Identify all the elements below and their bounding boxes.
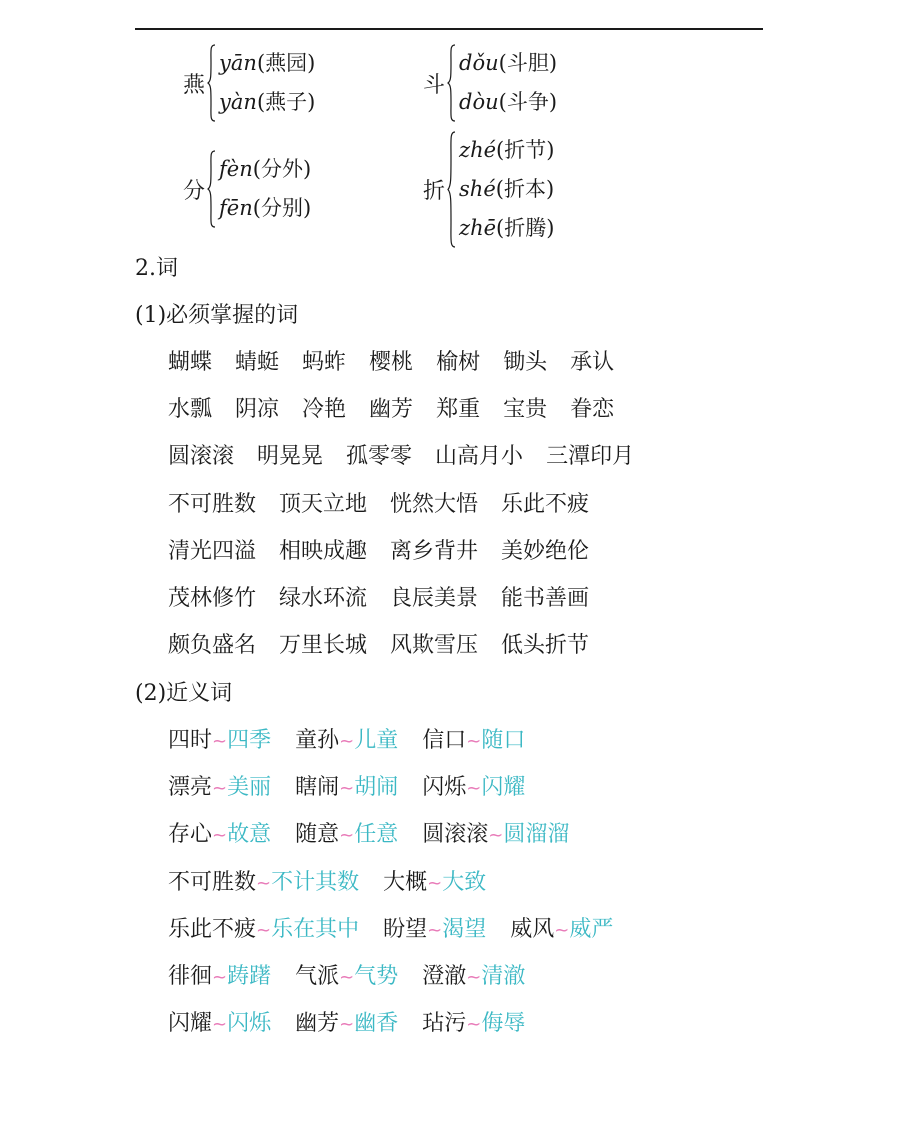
- synonym-row: [168, 726, 549, 757]
- synonym-pair: [295, 726, 398, 757]
- synonym-pair: [422, 773, 525, 804]
- synonym-row: [168, 773, 549, 804]
- synonym-pair: [383, 868, 486, 899]
- synonym-pair: [295, 1009, 398, 1040]
- source-word: 圆滚滚: [422, 822, 489, 848]
- tilde-separator: ~: [554, 919, 570, 941]
- tilde-separator: ~: [339, 825, 355, 847]
- vocab-word: 不可胜数: [168, 491, 257, 517]
- tilde-separator: ~: [466, 967, 482, 988]
- subheading-must-words: (1)必须掌握的词: [135, 303, 299, 328]
- section-heading-words: 2.词: [135, 256, 178, 281]
- vocab-word: 眷恋: [570, 397, 615, 423]
- vocab-word: 锄头: [503, 350, 548, 375]
- reading: [459, 131, 554, 170]
- source-word: 徘徊: [168, 964, 213, 989]
- word-row: [168, 442, 657, 472]
- readings: [459, 131, 554, 248]
- synonym-pair: [168, 915, 359, 946]
- synonym-pair: [422, 1009, 525, 1040]
- vocab-word: 明晃晃: [257, 444, 324, 470]
- source-word: 幽芳: [295, 1011, 340, 1037]
- tilde-separator: ~: [339, 1014, 355, 1036]
- source-word: 威风: [510, 916, 555, 942]
- vocab-word: 美妙绝伦: [501, 538, 590, 564]
- vocab-word: 承认: [570, 350, 615, 375]
- synonym-pair: [168, 726, 271, 757]
- brace-icon: [447, 44, 456, 122]
- reading: [459, 170, 554, 209]
- polyphone-char: 燕: [183, 72, 206, 98]
- polyphone-zhe: [423, 131, 554, 248]
- synonym-word: 闪耀: [481, 775, 526, 801]
- vocab-word: 幽芳: [369, 397, 414, 423]
- source-word: 大概: [383, 869, 428, 895]
- vocab-word: 郑重: [436, 397, 481, 423]
- tilde-separator: ~: [466, 731, 482, 752]
- source-word: 闪耀: [168, 1011, 213, 1037]
- synonym-pair: [295, 962, 398, 993]
- word-row: [168, 584, 612, 614]
- reading: [219, 44, 315, 83]
- synonym-pair: [168, 1009, 271, 1040]
- synonym-pair: [295, 773, 398, 804]
- synonym-word: 大致: [442, 869, 487, 895]
- example-word: (折节): [496, 138, 555, 162]
- source-word: 不可胜数: [168, 869, 257, 895]
- synonym-pair: [168, 820, 271, 851]
- synonym-pair: [510, 915, 613, 946]
- synonym-row: [168, 1009, 549, 1040]
- vocab-word: 低头折节: [501, 633, 590, 659]
- vocab-word: 三潭印月: [546, 444, 635, 470]
- tilde-separator: ~: [256, 919, 272, 941]
- pinyin: zhé: [459, 138, 497, 162]
- vocab-word: 冷艳: [302, 397, 347, 423]
- synonym-word: 圆溜溜: [503, 822, 570, 848]
- synonym-word: 清澈: [481, 964, 526, 989]
- source-word: 信口: [422, 728, 467, 753]
- synonym-word: 美丽: [227, 775, 272, 801]
- vocab-word: 乐此不疲: [501, 491, 590, 517]
- word-row: [168, 537, 612, 567]
- synonym-word: 随口: [481, 728, 526, 753]
- tilde-separator: ~: [212, 731, 228, 752]
- reading: [459, 83, 557, 122]
- source-word: 瞎闹: [295, 775, 340, 801]
- source-word: 闪烁: [422, 775, 467, 801]
- tilde-separator: ~: [339, 731, 355, 752]
- synonym-pair: [168, 868, 359, 899]
- synonym-word: 渴望: [442, 916, 487, 942]
- example-word: (燕园): [256, 51, 316, 75]
- tilde-separator: ~: [256, 872, 272, 894]
- vocab-word: 清光四溢: [168, 538, 257, 564]
- synonym-row: [168, 820, 593, 851]
- readings: [219, 150, 311, 228]
- example-word: (折腾): [496, 216, 555, 240]
- vocab-word: 万里长城: [279, 633, 368, 659]
- synonym-pair: [168, 773, 271, 804]
- reading: [459, 209, 554, 248]
- synonym-pair: [422, 820, 569, 851]
- word-row: [168, 490, 612, 520]
- vocab-word: 樱桃: [369, 350, 414, 375]
- vocab-word: 蜻蜓: [235, 350, 280, 375]
- tilde-separator: ~: [212, 967, 228, 988]
- tilde-separator: ~: [488, 825, 504, 847]
- synonym-word: 胡闹: [354, 775, 399, 801]
- polyphone-dou: [423, 44, 557, 122]
- synonym-row: [168, 962, 549, 993]
- vocab-word: 榆树: [436, 350, 481, 375]
- polyphone-char: 分: [183, 178, 206, 204]
- pinyin: yān: [219, 51, 257, 75]
- example-word: (分别): [252, 196, 312, 220]
- vocab-word: 蚂蚱: [302, 350, 347, 375]
- polyphone-yan: [183, 44, 315, 122]
- tilde-separator: ~: [339, 967, 355, 988]
- vocab-word: 能书善画: [501, 586, 590, 611]
- synonym-word: 故意: [227, 822, 272, 848]
- vocab-word: 蝴蝶: [168, 350, 213, 375]
- vocab-word: 茂林修竹: [168, 586, 257, 611]
- vocab-word: 阴凉: [235, 397, 280, 423]
- vocab-word: 圆滚滚: [168, 444, 235, 470]
- pinyin: yàn: [219, 90, 257, 114]
- pinyin: fèn: [219, 157, 253, 181]
- tilde-separator: ~: [212, 1014, 228, 1036]
- word-row: [168, 631, 612, 661]
- vocab-word: 顶天立地: [279, 491, 368, 517]
- source-word: 盼望: [383, 916, 428, 942]
- synonym-pair: [168, 962, 271, 993]
- polyphone-char: 折: [423, 179, 446, 204]
- reading: [219, 150, 311, 189]
- synonym-word: 不计其数: [271, 869, 360, 895]
- vocab-word: 恍然大悟: [390, 491, 479, 517]
- source-word: 漂亮: [168, 775, 213, 801]
- tilde-separator: ~: [466, 1014, 482, 1036]
- vocab-word: 离乡背井: [390, 538, 479, 564]
- synonym-word: 气势: [354, 964, 399, 989]
- synonym-word: 威严: [569, 916, 614, 942]
- example-word: (斗争): [498, 90, 558, 114]
- brace-icon: [207, 150, 216, 228]
- brace-icon: [207, 44, 216, 122]
- reading: [219, 83, 315, 122]
- synonym-pair: [422, 726, 525, 757]
- brace-icon: [447, 131, 456, 248]
- synonym-pair: [422, 962, 525, 993]
- tilde-separator: ~: [427, 919, 443, 941]
- polyphone-fen: [183, 150, 311, 228]
- pinyin: dǒu: [459, 51, 499, 75]
- vocab-word: 风欺雪压: [390, 633, 479, 659]
- vocab-word: 水瓢: [168, 397, 213, 423]
- vocab-word: 良辰美景: [390, 586, 479, 611]
- synonym-row: [168, 915, 637, 946]
- word-row: [168, 348, 637, 378]
- polyphone-char: 斗: [423, 72, 446, 98]
- readings: [219, 44, 315, 122]
- pinyin: fēn: [219, 196, 253, 220]
- synonym-word: 踌躇: [227, 964, 272, 989]
- tilde-separator: ~: [212, 778, 228, 800]
- pinyin: dòu: [459, 90, 499, 114]
- source-word: 童孙: [295, 728, 340, 753]
- vocab-word: 相映成趣: [279, 538, 368, 564]
- vocab-word: 孤零零: [346, 444, 413, 470]
- reading: [219, 189, 311, 228]
- vocab-word: 绿水环流: [279, 586, 368, 611]
- source-word: 随意: [295, 822, 340, 848]
- source-word: 气派: [295, 964, 340, 989]
- pinyin: shé: [459, 177, 496, 201]
- source-word: 玷污: [422, 1011, 467, 1037]
- synonym-pair: [295, 820, 398, 851]
- synonym-pair: [383, 915, 486, 946]
- tilde-separator: ~: [466, 778, 482, 800]
- reading: [459, 44, 557, 83]
- synonym-word: 乐在其中: [271, 916, 360, 942]
- vocab-word: 宝贵: [503, 397, 548, 423]
- pinyin: zhē: [459, 216, 497, 240]
- source-word: 乐此不疲: [168, 916, 257, 942]
- top-rule: [135, 28, 763, 30]
- example-word: (分外): [252, 157, 312, 181]
- tilde-separator: ~: [212, 825, 228, 847]
- vocab-word: 颇负盛名: [168, 633, 257, 659]
- word-row: [168, 395, 637, 425]
- source-word: 存心: [168, 822, 213, 848]
- subheading-synonyms: (2)近义词: [135, 681, 233, 706]
- vocab-word: 山高月小: [435, 444, 524, 470]
- example-word: (燕子): [256, 90, 316, 114]
- synonym-word: 四季: [227, 728, 272, 753]
- source-word: 四时: [168, 728, 213, 753]
- synonym-word: 儿童: [354, 728, 399, 753]
- synonym-word: 幽香: [354, 1011, 399, 1037]
- example-word: (斗胆): [498, 51, 558, 75]
- synonym-word: 侮辱: [481, 1011, 526, 1037]
- example-word: (折本): [495, 177, 555, 201]
- tilde-separator: ~: [339, 778, 355, 800]
- tilde-separator: ~: [427, 872, 443, 894]
- synonym-word: 闪烁: [227, 1011, 272, 1037]
- synonym-row: [168, 868, 510, 899]
- source-word: 澄澈: [422, 964, 467, 989]
- synonym-word: 任意: [354, 822, 399, 848]
- readings: [459, 44, 557, 122]
